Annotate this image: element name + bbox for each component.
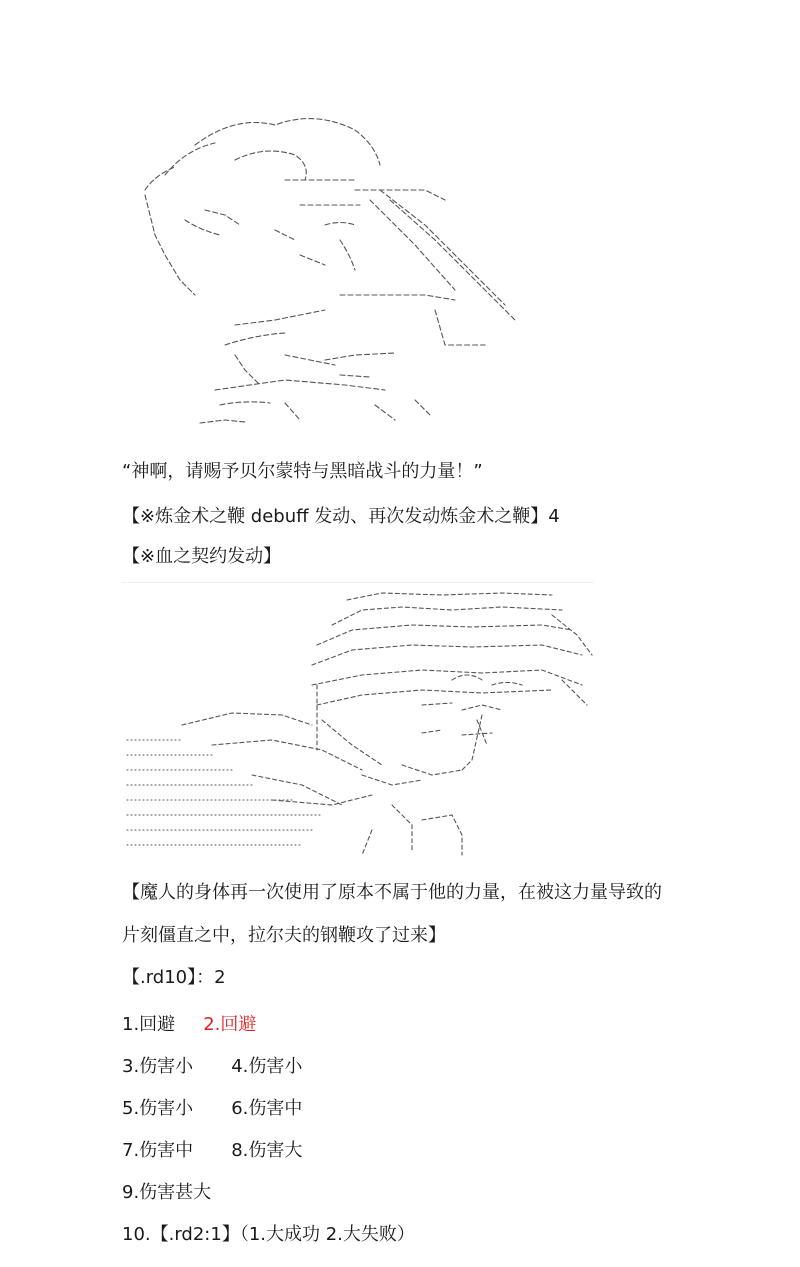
ascii-art-middle [122,585,602,860]
option-row [122,1096,302,1122]
narration-line-1: 【魔人的身体再一次使用了原本不属于他的力量，在被这力量导致的 [122,882,662,903]
option-row [122,1054,302,1080]
option-3: 3.伤害小 [122,1056,194,1077]
ascii-art-top [125,105,525,435]
option-4: 4.伤害小 [231,1056,303,1077]
prayer-quote: “神啊，请赐予贝尔蒙特与黑暗战斗的力量！” [122,461,483,482]
divider [122,582,594,583]
option-1: 1.回避 [122,1014,176,1035]
option-9: 9.伤害甚大 [122,1182,212,1203]
blood-contract-line: 【※血之契约发动】 [122,546,282,567]
narration-line-2: 片刻僵直之中，拉尔夫的钢鞭攻了过来】 [122,925,446,946]
option-6: 6.伤害中 [231,1098,303,1119]
option-row [122,1138,302,1164]
option-10: 10.【.rd2:1】（1.大成功 2.大失败） [122,1224,415,1245]
option-2-selected: 2.回避 [203,1014,257,1035]
option-8: 8.伤害大 [231,1140,303,1161]
skill-activation-line: 【※炼金术之鞭 debuff 发动、再次发动炼金术之鞭】4 [122,506,560,527]
option-5: 5.伤害小 [122,1098,194,1119]
option-row [122,1012,256,1038]
roll-result: 【.rd10】：2 [122,967,226,988]
option-7: 7.伤害中 [122,1140,194,1161]
